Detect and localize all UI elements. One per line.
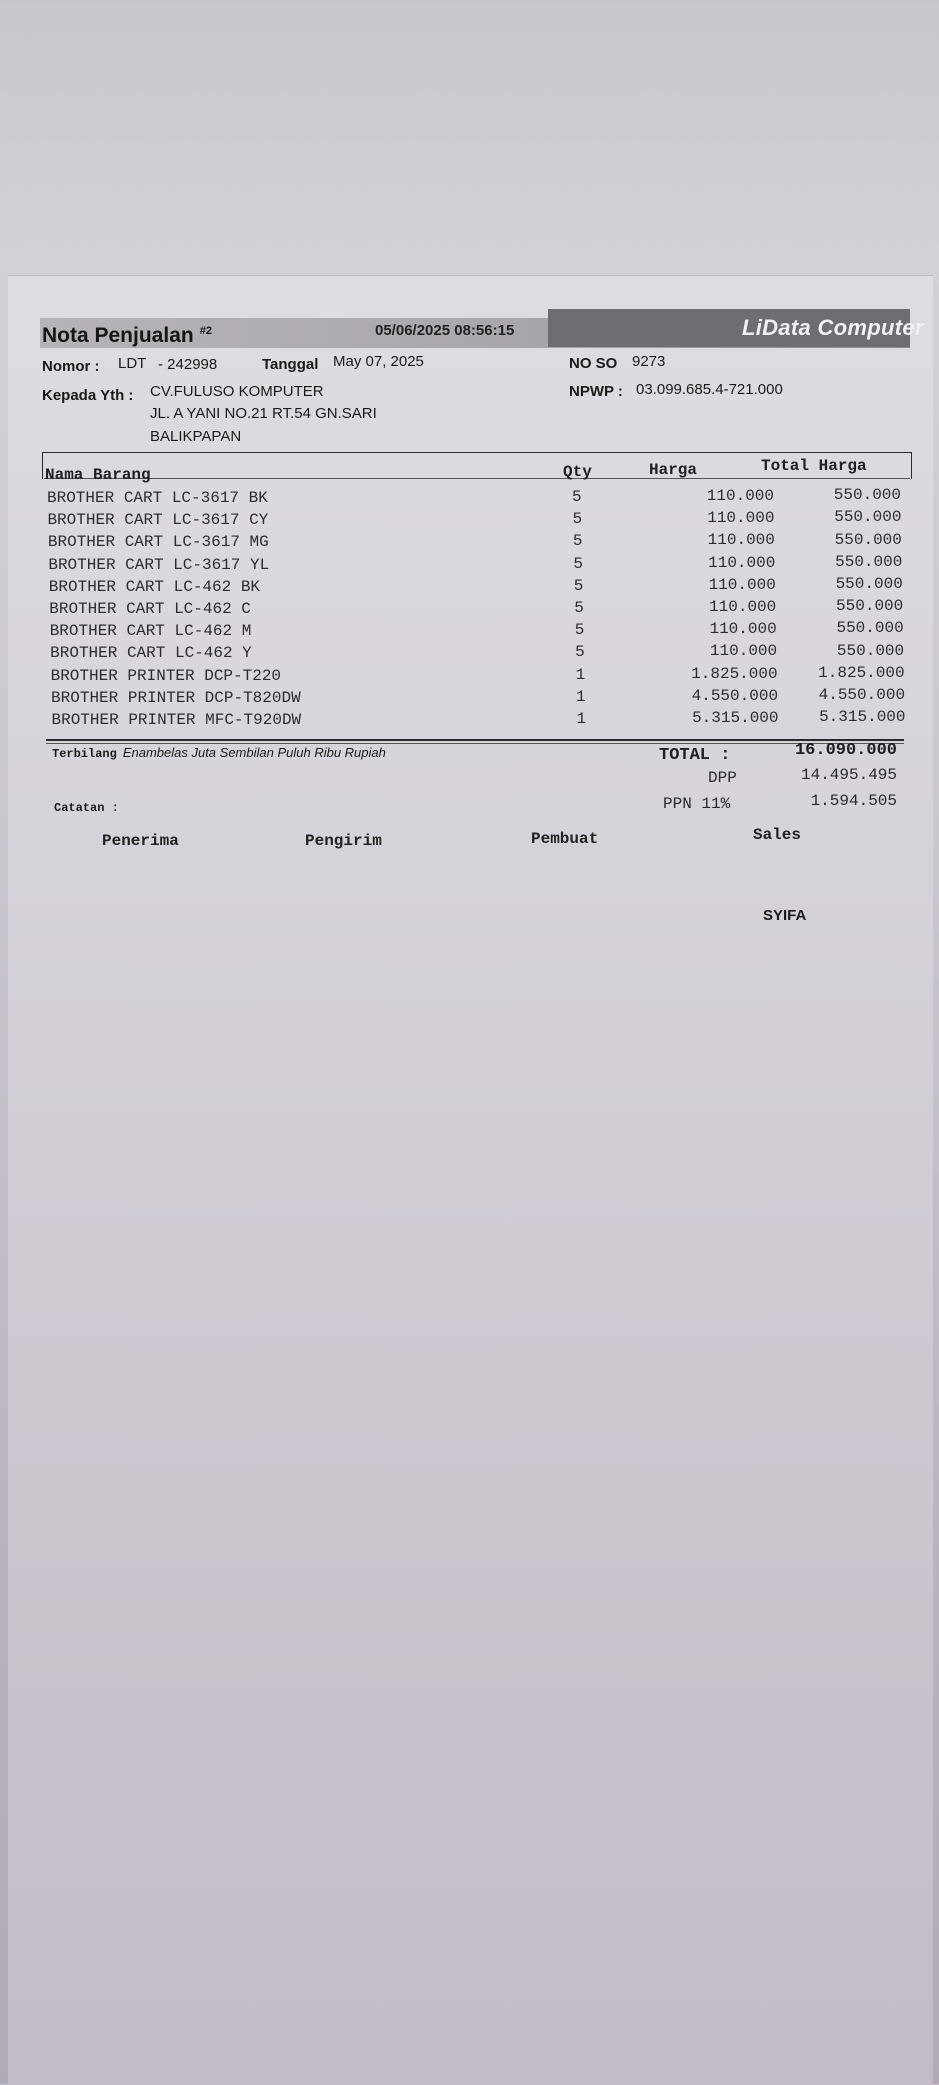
item-price: 110.000 [707, 509, 775, 528]
column-header-total: Total Harga [761, 457, 867, 475]
terbilang [52, 745, 386, 761]
catatan-label-text: Catatan : [54, 801, 119, 815]
item-name: BROTHER PRINTER DCP-T820DW [51, 688, 301, 707]
table-row [45, 530, 905, 555]
item-total: 550.000 [836, 641, 905, 660]
copy-mark: #2 [199, 325, 212, 337]
item-qty: 5 [573, 576, 584, 595]
item-total: 550.000 [835, 574, 903, 593]
item-name: BROTHER PRINTER MFC-T920DW [51, 711, 302, 729]
signature-pembuat: Pembuat [531, 830, 599, 848]
document-title-text: Nota Penjualan [42, 324, 194, 347]
item-price: 1.825.000 [691, 664, 778, 683]
item-price: 5.315.000 [692, 709, 779, 728]
total-value: 16.090.000 [794, 741, 897, 760]
print-timestamp: 05/06/2025 08:56:15 [375, 322, 515, 339]
signature-pengirim: Pengirim [305, 832, 382, 850]
item-price: 110.000 [708, 575, 776, 594]
item-total: 550.000 [836, 597, 904, 616]
table-row [46, 597, 906, 622]
item-total: 550.000 [835, 552, 903, 571]
item-name: BROTHER CART LC-462 M [49, 622, 252, 641]
item-total: 550.000 [833, 486, 901, 505]
item-price: 110.000 [709, 620, 777, 639]
item-total: 1.825.000 [818, 663, 905, 682]
dpp-label: DPP [708, 769, 737, 787]
customer-name: CV.FULUSO KOMPUTER [150, 383, 324, 400]
sales-name: SYIFA [763, 907, 807, 924]
item-qty: 5 [574, 599, 584, 618]
table-row [44, 508, 904, 533]
table-row [49, 708, 909, 733]
dpp-value: 14.495.495 [800, 766, 897, 784]
ppn-label: PPN 11% [663, 795, 731, 813]
table-row [44, 486, 904, 511]
table-row [45, 552, 905, 578]
customer-address-line2: BALIKPAPAN [150, 428, 242, 445]
item-qty: 1 [575, 665, 586, 684]
item-price: 110.000 [708, 553, 776, 572]
item-price: 110.000 [706, 487, 774, 506]
nomor-prefix: LDT [118, 355, 147, 372]
table-row [47, 619, 907, 644]
nomor-value: - 242998 [158, 356, 218, 373]
brand-logo: LiData Computer [742, 315, 924, 340]
item-price: 110.000 [707, 531, 775, 550]
total-label: TOTAL : [659, 746, 731, 765]
tanggal-label: Tanggal [262, 356, 319, 373]
item-qty: 5 [572, 532, 583, 551]
table-row [48, 663, 908, 689]
column-header-harga: Harga [649, 461, 698, 479]
item-total: 550.000 [836, 619, 904, 638]
item-name: BROTHER CART LC-462 C [49, 600, 251, 618]
item-qty: 1 [576, 710, 587, 729]
item-price: 110.000 [709, 642, 778, 661]
terbilang-value: Enambelas Juta Sembilan Puluh Ribu Rupiah [122, 745, 386, 760]
item-qty: 5 [575, 643, 585, 662]
item-name: BROTHER CART LC-462 BK [48, 577, 261, 596]
customer-address-line1: JL. A YANI NO.21 RT.54 GN.SARI [150, 405, 377, 422]
signature-penerima: Penerima [102, 832, 179, 850]
item-total: 550.000 [834, 508, 902, 527]
column-header-qty: Qty [563, 463, 592, 481]
tanggal-value: May 07, 2025 [333, 353, 424, 370]
item-qty: 5 [574, 621, 585, 640]
terbilang-label: Terbilang [52, 747, 117, 761]
item-price: 110.000 [709, 598, 777, 617]
table-row [46, 574, 906, 600]
table-row [47, 641, 907, 666]
nomor-label: Nomor : [42, 358, 100, 375]
kepada-label: Kepada Yth : [42, 387, 134, 404]
item-name: BROTHER PRINTER DCP-T220 [50, 666, 282, 685]
item-total: 550.000 [834, 530, 902, 549]
item-name: BROTHER CART LC-3617 BK [47, 489, 268, 507]
document-title [42, 324, 212, 348]
column-header-name: Nama Barang [45, 466, 151, 484]
npwp-value: 03.099.685.4-721.000 [636, 381, 783, 398]
item-qty: 1 [576, 687, 586, 706]
table-header-underline [44, 478, 910, 479]
item-total: 4.550.000 [818, 685, 906, 704]
item-name: BROTHER CART LC-3617 MG [47, 533, 269, 552]
item-qty: 5 [572, 510, 583, 529]
signature-sales: Sales [753, 826, 802, 844]
item-qty: 5 [572, 488, 582, 507]
catatan-label [54, 800, 125, 815]
item-name: BROTHER CART LC-462 Y [50, 644, 252, 663]
noso-value: 9273 [632, 353, 666, 370]
noso-label: NO SO [569, 355, 618, 372]
npwp-label: NPWP : [569, 383, 623, 400]
item-total: 5.315.000 [819, 708, 906, 727]
item-name: BROTHER CART LC-3617 CY [47, 511, 269, 530]
item-price: 4.550.000 [691, 686, 779, 705]
item-qty: 5 [573, 554, 583, 573]
table-row [48, 685, 908, 711]
ppn-value: 1.594.505 [810, 792, 897, 810]
item-name: BROTHER CART LC-3617 YL [48, 555, 270, 574]
